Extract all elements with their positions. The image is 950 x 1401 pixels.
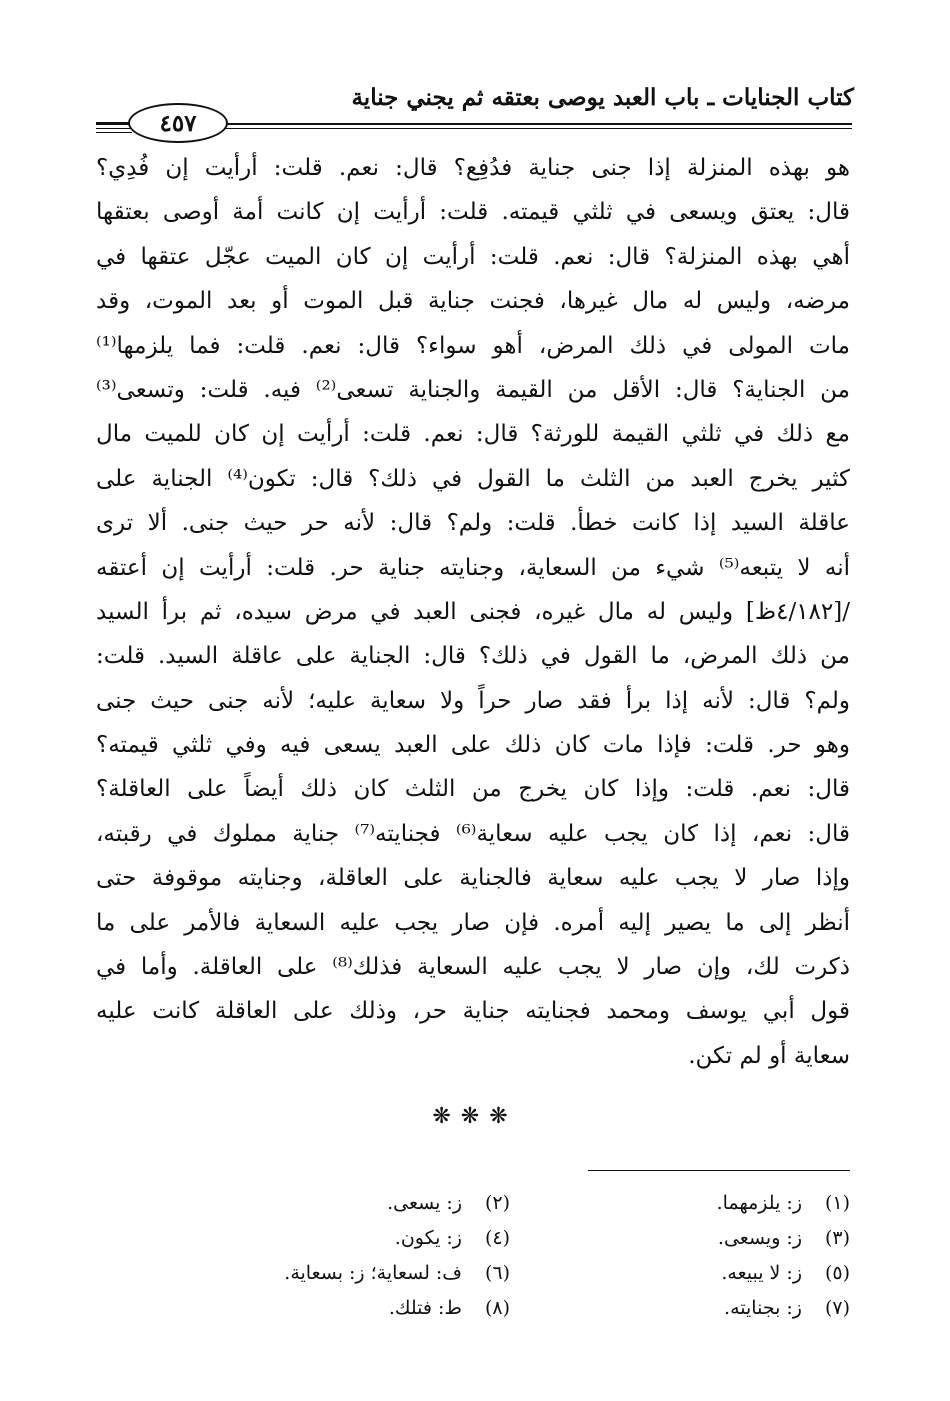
footnote (510, 1291, 850, 1326)
body-line: ولم؟ قال: لأنه إذا برأ فقد صار حراً ولا سعاية عليه؛ لأنه جنى حيث جنى (96, 687, 850, 714)
body-line: أنظر إلى ما يصير إليه أمره. فإن صار يجب عليه السعاية فالأمر على ما (96, 909, 850, 936)
footnote-number: (٣) (824, 1227, 850, 1249)
section-separator-stars: ❋❋❋ (432, 1104, 518, 1129)
page-number-text: ٤٥٧ (159, 109, 197, 137)
body-line: قال: نعم. قلت: وإذا كان يخرج من الثلث كان ذلك أيضاً على العاقلة؟ (96, 776, 850, 803)
footnote (510, 1221, 850, 1256)
body-line: قال: نعم، إذا كان يجب عليه سعاية⁽⁶⁾ فجنايته⁽⁷⁾ جناية مملوك في رقبته، (96, 820, 851, 847)
footnote-text: ف: لسعاية؛ ز: بسعاية. (284, 1262, 462, 1284)
body-line: من الجناية؟ قال: الأقل من القيمة والجناية تسعى⁽²⁾ فيه. قلت: وتسعى⁽³⁾ (96, 376, 850, 403)
footnote (96, 1291, 510, 1326)
footnote-text: ز: يسعى. (387, 1192, 462, 1214)
body-text (96, 146, 850, 1078)
body-line: عاقلة السيد إذا كانت خطأ. قلت: ولم؟ قال: لأنه حر حيث جنى. ألا ترى (96, 510, 850, 537)
body-line: أهي بهذه المنزلة؟ قال: نعم. قلت: أرأيت إن كان الميت عجّل عتقها في (96, 243, 850, 270)
body-line: أنه لا يتبعه⁽⁵⁾ شيء من السعاية، وجنايته جناية حر. قلت: أرأيت إن أعتقه (96, 554, 850, 581)
body-line: وإذا صار لا يجب عليه سعاية فالجناية على العاقلة، وجنايته موقوفة حتى (96, 865, 850, 892)
footnote-number: (٨) (484, 1297, 510, 1319)
page-number-ornament (96, 122, 132, 133)
body-line: كثير يخرج العبد من الثلث ما القول في ذلك؟ قال: تكون⁽⁴⁾ الجناية على (96, 465, 850, 492)
body-line: مرضه، وليس له مال غيرها، فجنت جناية قبل الموت أو بعد الموت، وقد (96, 288, 850, 315)
body-line: قول أبي يوسف ومحمد فجنايته جناية حر، وذلك على العاقلة كانت عليه (96, 998, 850, 1025)
footnote-number: (٢) (484, 1192, 510, 1214)
footnote-text: ز: ويسعى. (717, 1227, 802, 1249)
footnotes (96, 1186, 850, 1326)
footnote-text: ط: فتلك. (388, 1297, 462, 1319)
body-line: سعاية أو لم تكن. (688, 1042, 850, 1069)
body-line: ذكرت لك، وإن صار لا يجب عليه السعاية فذلك⁽⁸⁾ على العاقلة. وأما في (96, 954, 850, 981)
footnote-number: (٧) (824, 1297, 850, 1319)
footnote (96, 1256, 510, 1291)
page-number (128, 103, 228, 143)
body-line: مات المولى في ذلك المرض، أهو سواء؟ قال: نعم. قلت: فما يلزمها⁽¹⁾ (96, 332, 850, 359)
body-line: /[٤/١٨٢ظ] وليس له مال غيره، فجنى العبد في مرض سيده، ثم برأ السيد (96, 598, 850, 625)
body-line: قال: يعتق ويسعى في ثلثي قيمته. قلت: أرأيت إن كانت أمة أوصى بعتقها (96, 199, 850, 226)
footnote-number: (٥) (824, 1262, 850, 1284)
body-line: هو بهذه المنزلة إذا جنى جناية فدُفِع؟ قال: نعم. قلت: أرأيت إن فُدِي؟ (96, 155, 850, 181)
footnote-text: ز: لا يبيعه. (721, 1262, 802, 1284)
body-line: وهو حر. قلت: فإذا مات كان ذلك على العبد يسعى فيه وفي ثلثي قيمته؟ (96, 732, 850, 759)
footnote-rule (588, 1170, 850, 1171)
footnote-text: ز: يكون. (394, 1227, 462, 1249)
body-line: مع ذلك في ثلثي القيمة للورثة؟ قال: نعم. قلت: أرأيت إن كان للميت مال (96, 421, 850, 448)
footnote (510, 1186, 850, 1221)
footnote (96, 1186, 510, 1221)
footnote (510, 1256, 850, 1291)
footnote-number: (٤) (484, 1227, 510, 1249)
footnote-text: ز: بجنايته. (724, 1297, 802, 1319)
footnote-number: (٦) (484, 1262, 510, 1284)
body-line: من ذلك المرض، ما القول في ذلك؟ قال: الجناية على عاقلة السيد. قلت: (96, 643, 850, 670)
running-header-title: كتاب الجنايات ـ باب العبد يوصى بعتقه ثم يجني جناية (351, 84, 854, 111)
footnote (96, 1221, 510, 1256)
footnote-number: (١) (824, 1192, 850, 1214)
footnote-text: ز: يلزمهما. (716, 1192, 802, 1214)
